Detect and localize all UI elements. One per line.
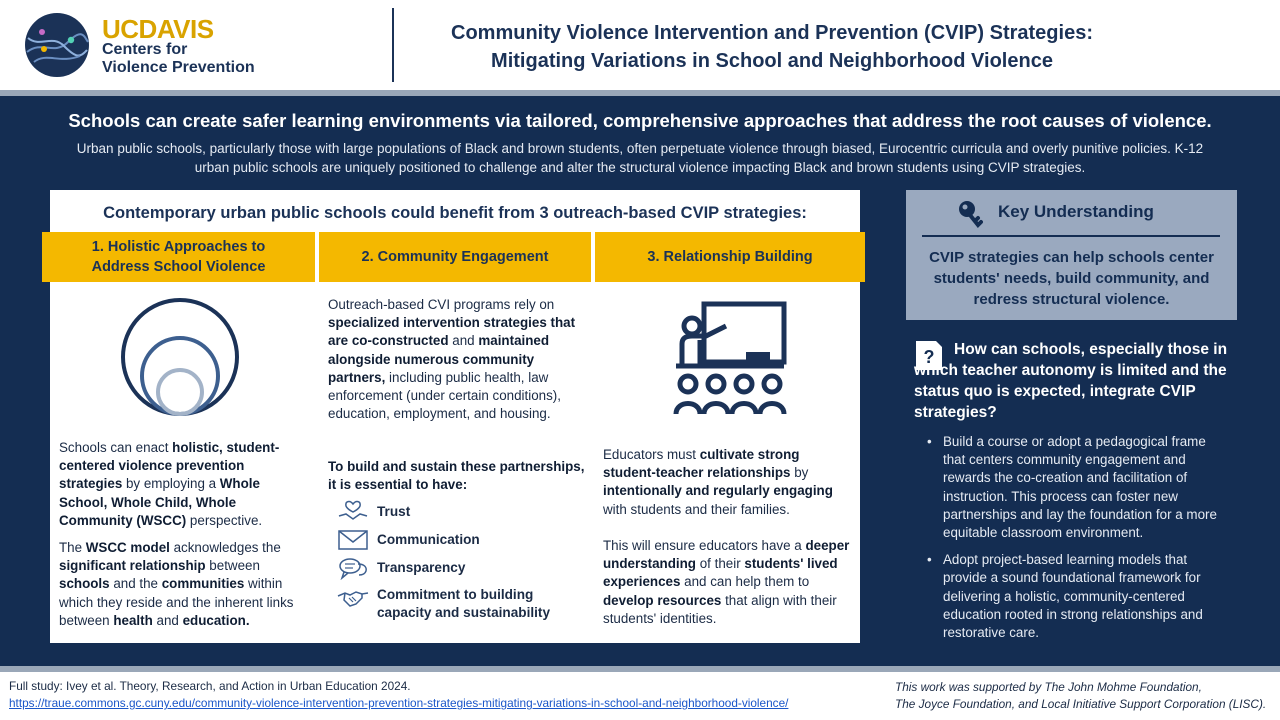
list-item: • Build a course or adopt a pedagogical frame that centers community engagement and rewards the co-creation and facilitation of instruction. This process can foster new partnerships and lay the foundation for a more equitable classroom environment. xyxy=(925,433,1225,542)
key-icon xyxy=(957,200,983,228)
community-text-1: Outreach-based CVI programs rely on specialized intervention strategies that are co-constructed and maintained alongside numerous community partners, including public health, law enforcement (under certain conditions), education, employment, and housing. xyxy=(328,297,576,422)
column-heading-relationship: 3. Relationship Building xyxy=(595,232,865,282)
list-item: • Adopt project-based learning models that provide a sound foundational framework for delivering a holistic, community-centered education rooted in strong relationships and restorative care. xyxy=(925,551,1225,642)
logo-line-2: Violence Prevention xyxy=(102,59,255,76)
community-text-2: To build and sustain these partnerships, it is essential to have: xyxy=(328,459,585,493)
emphasis-text: cultivate strong student-teacher relationships xyxy=(603,447,800,481)
list-item xyxy=(336,500,586,524)
funding-line-2: The Joyce Foundation, and Local Initiative Support Corporation (LISC). xyxy=(895,697,1267,711)
partnership-list xyxy=(336,500,586,625)
envelope-icon xyxy=(336,528,370,552)
emphasis-text: Whole School, Whole Child, Whole Community (WSCC) xyxy=(59,476,260,528)
column-heading-holistic xyxy=(42,232,315,282)
key-understanding-rule xyxy=(922,235,1220,237)
emphasis-text: intentionally and regularly engaging xyxy=(603,483,833,499)
handshake-heart-icon xyxy=(336,500,370,524)
study-link[interactable]: https://traue.commons.gc.cuny.edu/community-violence-intervention-prevention-strategies-mitigating-variations-in-school-and-neighborhood-violence/ xyxy=(9,696,789,710)
partnership-label: Commitment to building capacity and sustainability xyxy=(377,587,551,620)
relationship-text-2: This will ensure educators have a deeper understanding of their students' lived experiences and can help them to develop resources that align with their students' identities. xyxy=(603,538,850,626)
emphasis-text: schools xyxy=(59,576,110,592)
svg-text:?: ? xyxy=(923,347,935,367)
page-title-line-1: Community Violence Intervention and Prevention (CVIP) Strategies: xyxy=(451,22,1093,44)
teacher-classroom-icon xyxy=(670,300,790,420)
headline: Schools can create safer learning environments via tailored, comprehensive approaches that address the root causes of violence. xyxy=(68,110,1212,131)
list-item xyxy=(336,586,586,621)
list-item xyxy=(336,528,586,552)
intro-text: Urban public schools, particularly those with large populations of Black and brown students, often perpetuate violence through biased, Eurocentric curricula and overly punitive policies. K-12 urban public schools are uniquely positioned to challenge and alter the structural violence impacting Black and brown students using CVIP strategies. xyxy=(76,141,1204,175)
ucdavis-logo-icon xyxy=(24,12,90,78)
study-citation: Full study: Ivey et al. Theory, Research, and Action in Urban Education 2024. xyxy=(9,679,411,693)
page-title xyxy=(400,19,1144,75)
list-item xyxy=(336,556,586,580)
panel-title: Contemporary urban public schools could benefit from 3 outreach-based CVIP strategies: xyxy=(103,204,807,222)
header-divider xyxy=(392,8,394,82)
emphasis-text: communities xyxy=(161,576,245,592)
key-understanding-title: Key Understanding xyxy=(998,202,1154,221)
column-heading-community: 2. Community Engagement xyxy=(319,232,591,282)
emphasis-text: education. xyxy=(182,612,250,628)
emphasis-text: health xyxy=(113,612,153,628)
logo-line-1: Centers for xyxy=(102,41,188,58)
partnership-label: Trust xyxy=(377,504,411,520)
logo-uc-davis: UCDAVIS xyxy=(102,14,214,44)
page-title-line-2: Mitigating Variations in School and Neighborhood Violence xyxy=(491,50,1053,72)
speech-bubbles-icon xyxy=(336,556,370,580)
emphasis-text: deeper understanding xyxy=(603,538,850,572)
relationship-text-1: Educators must cultivate strong student-teacher relationships by intentionally and regularly engaging with students and their families. xyxy=(603,447,833,517)
partnership-label: Communication xyxy=(377,532,480,548)
handshake-icon xyxy=(336,586,370,610)
emphasis-text: students' lived experiences xyxy=(603,556,838,590)
recommendations-list xyxy=(925,433,1225,651)
holistic-text-1: Schools can enact holistic, student-centered violence prevention strategies by employing a Whole School, Whole Child, Whole Community (WSCC) perspective. xyxy=(59,440,280,528)
emphasis-text: holistic, student-centered violence prevention strategies xyxy=(59,440,280,492)
holistic-text-2: The WSCC model acknowledges the significant relationship between schools and the communities within which they reside and the inherent links between health and education. xyxy=(59,540,294,628)
emphasis-text: specialized intervention strategies that are co-constructed xyxy=(328,315,576,349)
funding-acknowledgement xyxy=(895,679,1275,713)
emphasis-text: develop resources xyxy=(603,592,722,608)
question-text: How can schools, especially those in which teacher autonomy is limited and the status quo is expected, integrate CVIP strategies? xyxy=(914,341,1228,421)
funding-line-1: This work was supported by The John Mohme Foundation, xyxy=(895,680,1202,694)
emphasis-text: significant relationship xyxy=(59,558,206,574)
partnership-label: Transparency xyxy=(377,560,466,576)
emphasis-text: WSCC model xyxy=(85,540,170,555)
column-heading-text: 1. Holistic Approaches to Address School Violence xyxy=(91,239,266,275)
emphasis-text: maintained alongside numerous community partners, xyxy=(328,333,550,385)
key-understanding-text: CVIP strategies can help schools center students' needs, build community, and redress structural violence. xyxy=(929,249,1214,308)
concentric-circles-icon xyxy=(117,298,243,416)
